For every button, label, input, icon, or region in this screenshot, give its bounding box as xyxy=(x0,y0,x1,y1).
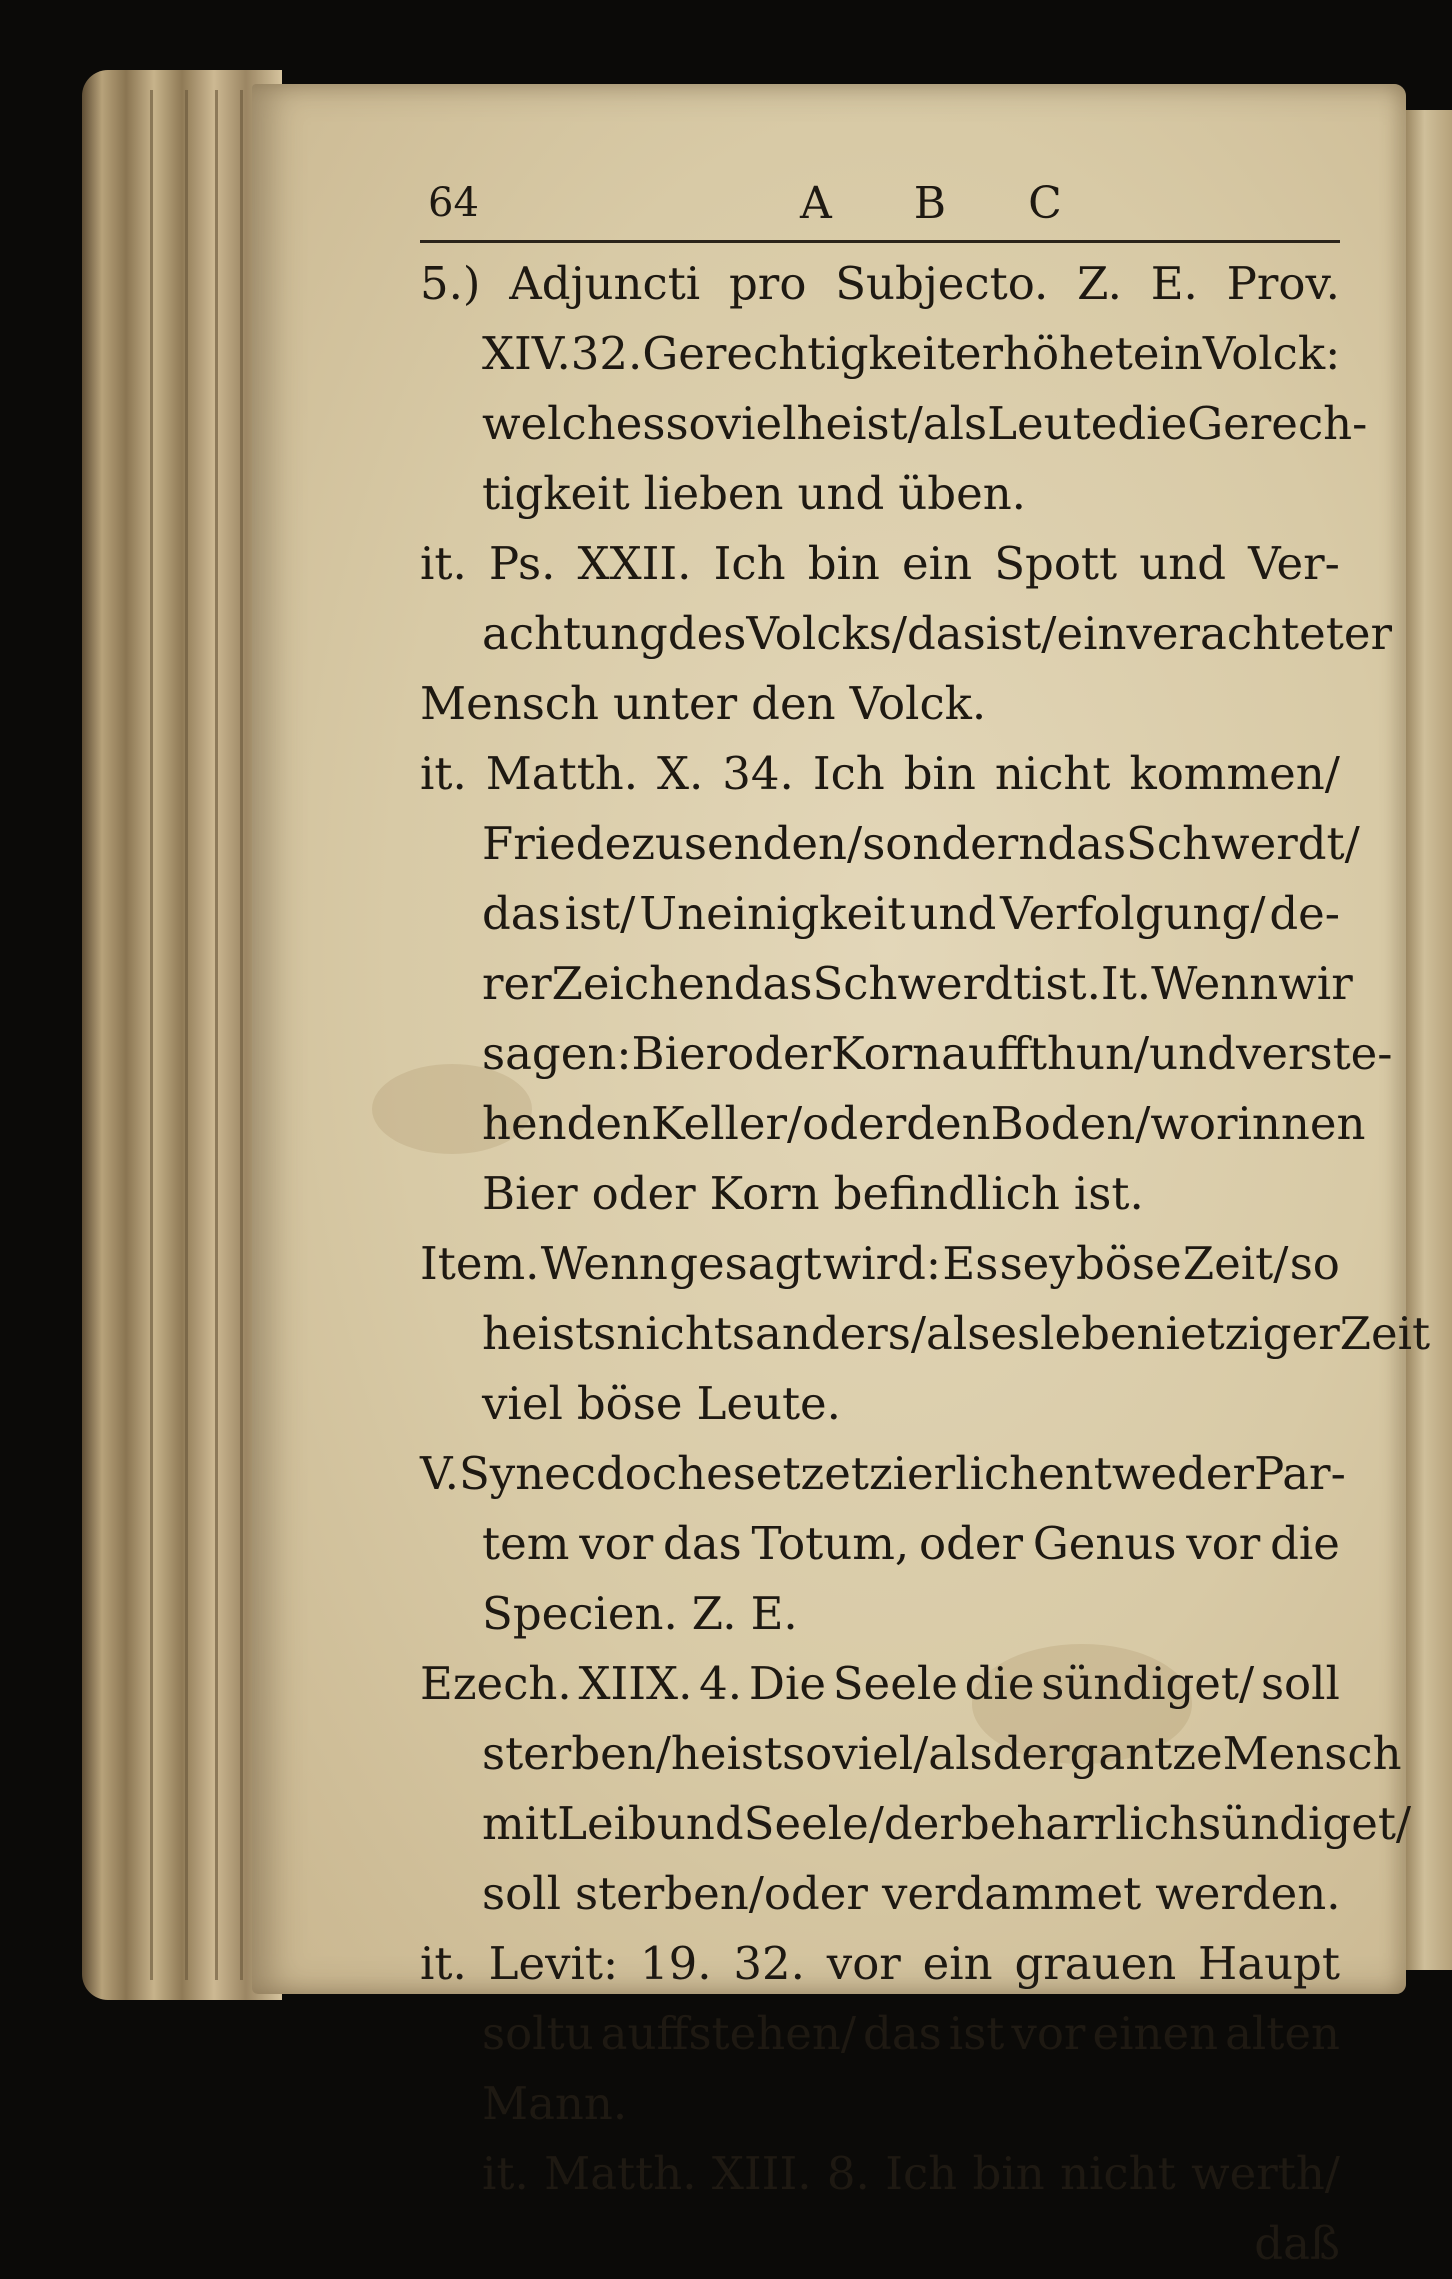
text-line: sagen: Bier oder Korn auffthun/ und verste- xyxy=(482,1027,1393,1080)
text-line: achtung des Volcks/ das ist/ ein verachteter xyxy=(482,607,1392,660)
text-line: Bier oder Korn befindlich ist. xyxy=(482,1167,1144,1220)
text-line: rer Zeichen das Schwerdt ist. It. Wenn wir xyxy=(482,957,1353,1010)
text-line: Item. Wenn gesagt wird: Es sey böse Zeit/ so xyxy=(420,1237,1340,1290)
text-line: viel böse Leute. xyxy=(482,1377,841,1430)
text-line: tigkeit lieben und üben. xyxy=(482,467,1026,520)
page-edge-line xyxy=(215,90,218,1980)
page-edge-line xyxy=(185,90,188,1980)
text-line: Ezech. XIIX. 4. Die Seele die sündiget/ soll xyxy=(420,1657,1340,1710)
text-line: Mann. xyxy=(482,2077,628,2130)
page-header xyxy=(420,178,1340,240)
text-line: welches so viel heist/ als Leute die Gerech- xyxy=(482,397,1368,450)
text-line: it. Ps. XXII. Ich bin ein Spott und Ver- xyxy=(420,537,1340,590)
text-line: it. Matth. XIII. 8. Ich bin nicht werth/ xyxy=(482,2147,1340,2200)
facing-page-edge xyxy=(1406,110,1452,1970)
text-line: sterben/ heist so viel/ als der gantze Mensch xyxy=(482,1727,1402,1780)
page-edge-line xyxy=(240,90,243,1980)
text-line: XIV. 32. Gerechtigkeit erhöhet ein Volck: xyxy=(482,327,1341,380)
text-line: 5.) Adjuncti pro Subjecto. Z. E. Prov. xyxy=(420,257,1340,310)
text-line: tem vor das Totum, oder Genus vor die xyxy=(482,1517,1340,1570)
text-line: Mensch unter den Volck. xyxy=(420,677,987,730)
header-rule xyxy=(420,240,1340,243)
running-title: A B C xyxy=(800,178,1096,229)
text-line: V. Synecdoche setzet zierlich entweder Par- xyxy=(420,1447,1346,1500)
text-line: it. Levit: 19. 32. vor ein grauen Haupt xyxy=(420,1937,1340,1990)
catchword-row xyxy=(420,2209,1340,2279)
text-lines xyxy=(420,249,1431,2209)
text-line: mit Leib und Seele/der beharrlich sündiget/ xyxy=(482,1797,1412,1850)
text-line: Specien. Z. E. xyxy=(482,1587,798,1640)
text-line: soltu auffstehen/ das ist vor einen alten xyxy=(482,2007,1340,2060)
text-line: hen den Keller/oder den Boden/ worinnen xyxy=(482,1097,1366,1150)
page-edge-line xyxy=(150,90,153,1980)
text-line: soll sterben/oder verdammet werden. xyxy=(482,1867,1341,1920)
text-line: heists nichts anders/als es leben ietziger Zeit xyxy=(482,1307,1431,1360)
text-line: Friede zu senden/ sondern das Schwerdt/ xyxy=(482,817,1360,870)
text-line: das ist/ Uneinigkeit und Verfolgung/ de- xyxy=(482,887,1340,940)
text-line: it. Matth. X. 34. Ich bin nicht kommen/ xyxy=(420,747,1340,800)
page-text xyxy=(420,178,1431,2279)
page-number: 64 xyxy=(428,180,479,226)
catchword: daß xyxy=(1254,2217,1340,2270)
